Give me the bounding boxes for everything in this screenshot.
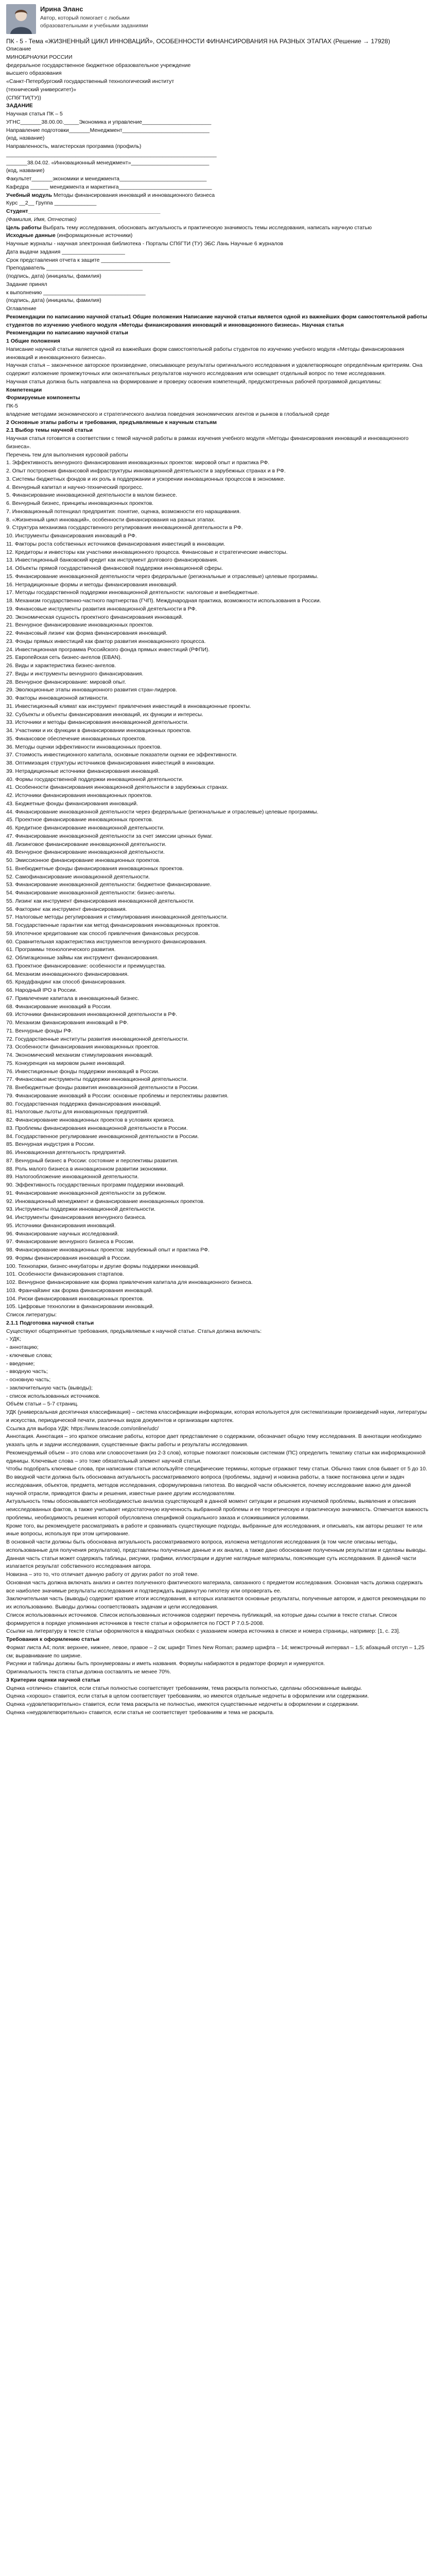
document-line: Список литературы:	[6, 1312, 57, 1318]
document-line: Компетенции	[6, 386, 42, 393]
document-line: 61. Программы технологического развития.	[6, 946, 116, 953]
document-line: 46. Кредитное финансирование инновационной деятельности.	[6, 825, 165, 832]
document-line: 100. Технопарки, бизнес-инкубаторы и другие формы поддержки инноваций.	[6, 1263, 200, 1269]
document-line: (код, название)	[6, 135, 45, 142]
document-line: Актуальность темы обосновывается необходимостью анализа существующей в данной момент ситуации и решения изучаемой проблемы, выявления и описания неисследованных фактов, а также учитывает недостаточную изученность выбранной проблемы и ее теоретическую и практическую значимость. Отмечается важность проблемы, необходимость решения которой обусловлена спецификой социального заказа и сложившимися условиями.	[6, 1498, 429, 1521]
document-line: «Санкт-Петербургский государственный технологический институт	[6, 78, 175, 85]
document-line: Факультет_______экономики и менеджмента_____________________________	[6, 176, 207, 182]
document-line: Научные журналы - научная электронная библиотека - Порталы СПбГТИ (ТУ) ЭБС Лань Научные 6 журналов	[6, 241, 284, 247]
document-line: 10. Инструменты финансирования инноваций в РФ.	[6, 533, 137, 539]
document-line: - вводную часть;	[6, 1368, 48, 1375]
document-line: (СПбГТИ(ТУ))	[6, 94, 41, 101]
document-body	[6, 45, 430, 1717]
document-line: _______38.04.02. «Инновационный менеджмент»__________________________	[6, 159, 210, 166]
document-line: 84. Государственное регулирование инновационной деятельности в России.	[6, 1133, 199, 1140]
document-line: 25. Европейская сеть бизнес-ангелов (EBAN).	[6, 654, 122, 661]
document-line: Оценка «хорошо» ставится, если статья в целом соответствует требованиям, но имеются отдельные недочеты в оформлении или содержании.	[6, 1693, 369, 1700]
document-line: 2. Опыт построения финансовой инфраструктуры инновационной деятельности в зарубежных странах и в РФ.	[6, 468, 286, 474]
author-name[interactable]: Ирина Эланс	[40, 5, 83, 13]
document-line: 42. Источники финансирования инновационных проектов.	[6, 792, 152, 799]
document-line: 12. Кредиторы и инвесторы как участники инновационного процесса. Финансовые и стратегические инвесторы.	[6, 549, 288, 555]
document-line: 27. Виды и инструменты венчурного финансирования.	[6, 670, 144, 677]
document-line: Ссылки на литературу в тексте статьи оформляются в квадратных скобках с указанием номера источника в списке и номера страницы, например: [1, с. 23].	[6, 1628, 400, 1635]
document-line: Цель работы Выбрать тему исследования, обосновать актуальность и практическую значимость темы исследования, написать научную статью	[6, 224, 372, 231]
document-line: 30. Факторы инновационной активности.	[6, 695, 109, 702]
document-line: 37. Стоимость инвестиционного капитала, основные показатели оценки ее эффективности.	[6, 752, 238, 758]
document-line: 39. Нетрадиционные источники финансирования инноваций.	[6, 768, 160, 774]
document-line: Научная статья ПК – 5	[6, 111, 63, 117]
document-line: - аннотацию;	[6, 1344, 39, 1351]
document-line: 90. Эффективность государственных программ поддержки инноваций.	[6, 1182, 185, 1189]
document-line: 101. Особенности финансирования стартапов.	[6, 1271, 124, 1278]
document-line: УДК (универсальная десятичная классификация) – система классификации информации, которая используется для систематизации произведений науки, литературы и искусства, периодической печати, различных видов документов и организации картотек.	[6, 1409, 427, 1423]
document-line: 79. Финансирование инноваций в России: основные проблемы и перспективы развития.	[6, 1092, 229, 1099]
document-line: 52. Самофинансирование инновационной деятельности.	[6, 873, 150, 880]
document-line: 26. Виды и характеристика бизнес-ангелов.	[6, 663, 116, 669]
document-line: 80. Государственная поддержка финансирования инноваций.	[6, 1100, 162, 1107]
document-line: Оценка «отлично» ставится, если статья полностью соответствует требованиям, тема раскрыта полностью, сделаны обоснованные выводы.	[6, 1685, 362, 1691]
document-line: 23. Фонды прямых инвестиций как фактор развития инновационного процесса.	[6, 638, 206, 645]
document-line: ПК-5	[6, 403, 18, 410]
document-line: 49. Венчурное финансирование инновационной деятельности.	[6, 849, 165, 856]
document-line: Во вводной части должна быть обоснована актуальность рассматриваемого вопроса (проблемы, задачи) и новизна работы, а также постановка цели и задач исследования, объектов, предмета, методов исследования, сформулирована гипотеза. Во вводной части объясняется, почему исследование важно для данной научной отрасли, приводятся факты и решения, известные ранее другим исследователям.	[6, 1474, 411, 1497]
document-line: Исходные данные (информационные источники)	[6, 232, 133, 239]
document-line: 97. Финансирование венчурного бизнеса в России.	[6, 1239, 135, 1245]
document-line: Ссылка для выбора УДК: https://www.teacode.com/online/udc/	[6, 1425, 159, 1432]
document-line: Преподаватель ________________________________	[6, 265, 143, 272]
document-line: МИНОБРНАУКИ РОССИИ	[6, 54, 73, 60]
document-line: - ключевые слова;	[6, 1352, 53, 1359]
document-line: Научная статья – законченное авторское произведение, описывающее результаты оригинального исследования и удовлетворяющее определённым критериям. Она содержит изложение промежуточных или окончательных результатов научного исследования или освещает отдельный вопрос по теме исследования.	[6, 362, 423, 377]
document-line: Аннотация. Аннотация – это краткое описание работы, которое дает представление о содержании, обозначает общую тему исследования. В аннотации необходимо указать цель и задачи исследования, существенные факты работы и результаты исследования.	[6, 1433, 422, 1448]
document-line: ______________________________________________________________________	[6, 151, 217, 158]
document-line: Направление подготовки_______Менеджмент_____________________________	[6, 127, 210, 133]
document-line: 102. Венчурное финансирование как форма привлечения капитала для инновационного бизнеса.	[6, 1279, 253, 1286]
document-line: 6. Венчурный бизнес, принципы инновационных проектов.	[6, 500, 154, 507]
document-line: Задание принял	[6, 281, 47, 287]
document-line: 7. Инновационный потенциал предприятия: понятие, оценка, возможности его наращивания.	[6, 508, 241, 515]
document-line: 2.1.1 Подготовка научной статьи	[6, 1319, 94, 1326]
document-line: Оригинальность текста статьи должна составлять не менее 70%.	[6, 1669, 171, 1675]
document-line: 3 Критерии оценки научной статьи	[6, 1676, 100, 1683]
document-line: 73. Особенности финансирования инновационных проектов.	[6, 1044, 160, 1050]
document-line: 65. Краудфандинг как способ финансирования.	[6, 979, 126, 986]
document-line: 18. Механизм государственно-частного партнерства (ГЧП). Международная практика, возможности использования в России.	[6, 598, 321, 604]
document-line: 15. Финансирование инновационной деятельности через федеральные (региональные и отраслевые) целевые программы.	[6, 573, 319, 580]
document-line: - УДК;	[6, 1336, 21, 1343]
document-line: Основная часть должна включать анализ и синтез полученного фактического материала, связанного с предметом исследования. Основная часть должна содержать все наиболее значимые результаты исследования и подтверждать выдвинутую гипотезу или опровергать ее.	[6, 1579, 423, 1594]
document-line: 13. Инвестиционный банковский кредит как инструмент долгового финансирования.	[6, 557, 218, 564]
document-line: В основной части должны быть обоснована актуальность рассматриваемого вопроса, изложена методология исследования (в том числе описаны методы, использованные для получения результатов), представлены полученные данные и их анализ, а также дано обоснование полученным результатам и сделаны выводы.	[6, 1539, 427, 1553]
document-line: 103. Франчайзинг как форма финансирования инноваций.	[6, 1287, 153, 1294]
document-line: Направленность, магистерская программа (профиль)	[6, 143, 142, 150]
document-line: Научная статья должна быть направлена на формирование и проверку освоения компетенций, предусмотренных рабочей программой дисциплины:	[6, 378, 382, 385]
document-line: 1. Эффективность венчурного финансирования инновационных проектов: мировой опыт и практика РФ.	[6, 460, 270, 466]
document-line: 47. Финансирование инновационной деятельности за счет эмиссии ценных бумаг.	[6, 833, 213, 839]
document-line: ЗАДАНИЕ	[6, 103, 33, 109]
document-line: Оценка «удовлетворительно» ставится, если тема раскрыта не полностью, имеются существенные недочеты в оформлении и содержании.	[6, 1701, 359, 1708]
document-line: 59. Ипотечное кредитование как способ привлечения финансовых ресурсов.	[6, 930, 200, 937]
document-line: 95. Источники финансирования инноваций.	[6, 1222, 116, 1229]
document-line: 94. Инструменты финансирования венчурного бизнеса.	[6, 1214, 147, 1221]
document-line: (технический университет)»	[6, 86, 77, 93]
document-line: 28. Венчурное финансирование: мировой опыт.	[6, 679, 126, 685]
author-description: Автор, который помогает с любыми образовательными и учебными заданиями	[40, 14, 148, 29]
document-line: 51. Внебюджетные фонды финансирования инновационных проектов.	[6, 865, 184, 872]
document-line: (Фамилия, Имя, Отчество)	[6, 216, 77, 223]
document-line: 22. Финансовый лизинг как форма финансирования инноваций.	[6, 630, 168, 637]
document-line: 29. Эволюционные этапы инновационного развития стран-лидеров.	[6, 687, 177, 693]
document-line: 32. Субъекты и объекты финансирования инноваций, их функции и интересы.	[6, 711, 203, 718]
document-line: Чтобы подобрать ключевые слова, при написании статьи используйте специфические термины, которые отражают тему статьи. Обычно таких слов бывает от 5 до 10.	[6, 1466, 427, 1472]
document-line: 69. Источники финансирования инновационной деятельности в РФ.	[6, 1011, 178, 1018]
document-line: 45. Проектное финансирование инновационных проектов.	[6, 817, 153, 823]
document-line: 99. Формы финансирования инноваций в России.	[6, 1255, 131, 1261]
document-line: 93. Инструменты поддержки инновационной деятельности.	[6, 1206, 155, 1213]
document-line: 105. Цифровые технологии в финансировании инноваций.	[6, 1303, 154, 1310]
document-line: 66. Народный IPO в России.	[6, 987, 77, 994]
document-line: 75. Конкуренция на мировом рынке инноваций.	[6, 1060, 126, 1066]
document-line: 82. Финансирование инновационных проектов в условиях кризиса.	[6, 1117, 175, 1124]
document-line: Научная статья готовится в соответствии с темой научной работы в рамках изучения учебного модуля «Методы финансирования инноваций и инновационного бизнеса».	[6, 435, 409, 450]
author-info	[40, 4, 169, 30]
document-line: 50. Эмиссионное финансирование инновационных проектов.	[6, 857, 161, 864]
document-line: - введение;	[6, 1360, 35, 1367]
document-line: Формируемые компоненты	[6, 395, 80, 401]
document-line: Рисунки и таблицы должны быть пронумерованы и иметь названия. Формулы набираются в редакторе формул и нумеруются.	[6, 1660, 325, 1667]
document-line: Список использованных источников. Список использованных источников содержит перечень публикаций, на которые даны ссылки в тексте статьи. Список формируется в порядке упоминания источников в тексте статьи и оформляется по ГОСТ Р 7.0.5-2008.	[6, 1612, 397, 1626]
document-line: (подпись, дата) (инициалы, фамилия)	[6, 297, 101, 304]
document-line: Объём статьи – 5-7 страниц.	[6, 1401, 79, 1408]
document-line: Оглавление	[6, 306, 37, 312]
document-line: 35. Финансовое обеспечение инновационных проектов.	[6, 735, 147, 742]
document-line: Данная часть статьи может содержать таблицы, рисунки, графики, иллюстрации и другие наглядные материалы, поясняющие суть исследования. В данной части излагается результат собственного исследования автора.	[6, 1555, 416, 1570]
document-line: 98. Финансирование инновационных проектов: зарубежный опыт и практика РФ.	[6, 1247, 210, 1253]
document-line: 19. Финансовые инструменты развития инновационной деятельности в РФ.	[6, 605, 197, 612]
document-line: 57. Налоговые методы регулирования и стимулирования инновационной деятельности.	[6, 914, 228, 921]
document-line: 34. Участники и их функции в финансировании инновационных проектов.	[6, 727, 191, 734]
document-line: 88. Роль малого бизнеса в инновационном развитии экономики.	[6, 1165, 168, 1172]
document-line: Кафедра ______ менеджмента и маркетинга_______________________________	[6, 183, 212, 190]
document-line: 41. Особенности финансирования инновационной деятельности в зарубежных странах.	[6, 784, 229, 791]
document-line: 17. Методы государственной поддержки инновационной деятельности: налоговые и внебюджетные.	[6, 589, 259, 596]
user-photo-icon	[6, 4, 36, 34]
document-line: 20. Экономическая сущность проектного финансирования инноваций.	[6, 614, 183, 620]
document-line: Учебный модуль Методы финансирования инноваций и инновационного бизнеса	[6, 192, 215, 198]
document-line: УГНС_______38.00.00._____Экономика и управление_______________________	[6, 118, 212, 125]
document-line: владение методами экономического и стратегического анализа поведения экономических агентов и рынков в глобальной среде	[6, 411, 330, 417]
document-line: 3. Системы бюджетных фондов и их роль в поддержании и ускорении инновационных процессов в экономике.	[6, 476, 285, 482]
document-line: 2 Основные этапы работы и требования, предъявляемые к научным статьям	[6, 419, 217, 426]
document-line: 16. Нетрадиционные формы и методы финансирования инноваций.	[6, 581, 178, 588]
document-line: 48. Лизинговое финансирование инновационной деятельности.	[6, 841, 167, 848]
document-line: Дата выдачи задания _____________________	[6, 248, 125, 255]
avatar[interactable]	[6, 4, 36, 34]
document-line: - список использованных источников.	[6, 1393, 100, 1399]
document-line: Перечень тем для выполнения курсовой работы	[6, 451, 128, 458]
document-line: 4. Венчурный капитал и научно-технический прогресс.	[6, 484, 144, 490]
document-line: 5. Финансирование инновационной деятельности в малом бизнесе.	[6, 492, 178, 499]
document-line: 74. Экономический механизм стимулирования инноваций.	[6, 1052, 153, 1059]
document-line: 1 Общие положения	[6, 338, 60, 345]
document-line: к выполнению __________________________________	[6, 289, 146, 296]
document-line: 31. Инвестиционный климат как инструмент привлечения инвестиций в инновационные проекты.	[6, 703, 251, 709]
author-block	[6, 4, 430, 34]
document-line: 72. Государственные институты развития инновационной деятельности.	[6, 1036, 189, 1042]
document-line: Существуют общепринятые требования, предъявляемые к научной статье. Статья должна включать:	[6, 1328, 262, 1334]
document-line: 43. Бюджетные фонды финансирования инноваций.	[6, 800, 138, 807]
document-line: Заключительная часть (выводы) содержит краткие итоги исследования, в которых излагаются основные результаты, полученные автором, и даются рекомендации по их использованию. Выводы должны соответствовать задачам и цели исследования.	[6, 1596, 426, 1611]
document-line: Оценка «неудовлетворительно» ставится, если статья не соответствует требованиям и тема не раскрыта.	[6, 1709, 274, 1716]
document-line: 81. Налоговые льготы для инновационных предприятий.	[6, 1109, 149, 1115]
document-line: Описание	[6, 46, 31, 53]
document-line: - основную часть;	[6, 1377, 51, 1383]
document-line: 68. Финансирование инноваций в России.	[6, 1003, 112, 1010]
document-line: 85. Венчурная индустрия в России.	[6, 1141, 95, 1148]
document-line: Рекомендации по написанию научной статьи1 Общие положения Написание научной статьи является одной из важнейших форм самостоятельной работы студентов по изучению учебного модуля «Методы финансирования инноваций и инновационного бизнеса». Научная статья	[6, 313, 427, 328]
document-line: 54. Финансирование инновационной деятельности: бизнес-ангелы.	[6, 890, 176, 896]
document-line: 96. Финансирование научных исследований.	[6, 1230, 119, 1237]
document-line: Требования к оформлению статьи	[6, 1636, 100, 1643]
document-line: 58. Государственные гарантии как метод финансирования инновационных проектов.	[6, 922, 220, 929]
document-line: 77. Финансовые инструменты поддержки инновационной деятельности.	[6, 1076, 188, 1083]
document-line: 8. «Жизненный цикл инноваций», особенности финансирования на разных этапах.	[6, 516, 216, 523]
document-line: 9. Структура механизма государственного регулирования инновационной деятельности в РФ.	[6, 524, 243, 531]
document-line: 14. Объекты прямой государственной финансовой поддержки инновационной сферы.	[6, 565, 223, 572]
document-line: 62. Облигационные займы как инструмент финансирования.	[6, 955, 159, 961]
document-line: 87. Венчурный бизнес в России: состояние и перспективы развития.	[6, 1157, 179, 1164]
document-line: высшего образования	[6, 70, 62, 77]
document-line: 33. Источники и методы финансирования инновационной деятельности.	[6, 719, 189, 726]
document-line: 2.1 Выбор темы научной статьи	[6, 427, 93, 434]
document-title: ПК - 5 - Тема «ЖИЗНЕННЫЙ ЦИКЛ ИННОВАЦИЙ», ОСОБЕННОСТИ ФИНАНСИРОВАНИЯ НА РАЗНЫХ ЭТАПАХ (Решение → 17928)	[6, 38, 390, 45]
document-line: 64. Механизм инновационного финансирования.	[6, 971, 129, 977]
document-line: 53. Финансирование инновационной деятельности: бюджетное финансирование.	[6, 882, 212, 888]
document-line: (подпись, дата) (инициалы, фамилия)	[6, 273, 101, 280]
document-line: 36. Методы оценки эффективности инновационных проектов.	[6, 743, 162, 750]
document-line: 24. Инвестиционная программа Российского фонда прямых инвестиций (РФПИ).	[6, 646, 210, 653]
document-line: Написание научной статьи является одной из важнейших форм самостоятельной работы студентов по изучению учебного модуля «Методы финансирования инноваций и инновационного бизнеса».	[6, 346, 405, 361]
document-line: Рекомендуемый объем – это слова или словосочетания (из 2-3 слов), которые помогают поисковым системам (ПС) определить тематику статьи как информационной единицы. Ключевые слова – это тоже обязательный элемент научной статьи.	[6, 1449, 426, 1464]
document-line: 40. Формы государственной поддержки инновационной деятельности.	[6, 776, 183, 783]
document-line: 38. Оптимизация структуры источников финансирования инвестиций в инновации.	[6, 760, 215, 767]
document-line: 44. Финансирование инновационной деятельности через федеральные (региональные и отраслевые) целевые программы.	[6, 808, 319, 815]
document-line: 55. Лизинг как инструмент финансирования инновационной деятельности.	[6, 897, 195, 904]
document-line: 104. Риски финансирования инновационных проектов.	[6, 1295, 144, 1302]
document-line: - заключительную часть (выводы);	[6, 1384, 93, 1391]
document-line: Курс __2__ Группа ______________	[6, 200, 97, 207]
document-line: Рекомендации по написанию научной статьи	[6, 330, 128, 336]
document-line: 21. Венчурное финансирование инновационных проектов.	[6, 622, 154, 629]
document-line: 56. Факторинг как инструмент финансирования.	[6, 906, 127, 912]
document-line: 83. Проблемы финансирования инновационной деятельности в России.	[6, 1125, 188, 1131]
document-line: 60. Сравнительная характеристика инструментов венчурного финансирования.	[6, 938, 207, 945]
document-line: 67. Привлечение капитала в инновационный бизнес.	[6, 995, 139, 1002]
document-line: 86. Инновационная деятельность предприятий.	[6, 1149, 126, 1156]
document-line: Новизна – это то, что отличает данную работу от других работ по этой теме.	[6, 1571, 199, 1578]
document-line: федеральное государственное бюджетное образовательное учреждение	[6, 62, 191, 69]
document-line: Кроме того, вы рекомендуете рассматривать в работе и сравнивать существующие подходы, выбранные для исследования, и описывать, как авторы решают те или иные вопросы, используя при этом цитирование.	[6, 1522, 423, 1537]
document-line: Студент____________________________________________	[6, 208, 161, 215]
document-line: 71. Венчурные фонды РФ.	[6, 1027, 73, 1034]
document-line: (код, название)	[6, 167, 45, 174]
document-line: 78. Внебюджетные фонды развития инновационной деятельности в России.	[6, 1084, 199, 1091]
document-line: 92. Инновационный менеджмент и финансирование инновационных проектов.	[6, 1198, 205, 1205]
document-line: 70. Механизм финансирования инноваций в РФ.	[6, 1020, 129, 1026]
document-line: Срок представления отчета к защите _______________________	[6, 257, 170, 263]
document-line: 91. Финансирование инновационной деятельности за рубежом.	[6, 1190, 167, 1196]
document-line: 76. Инвестиционные фонды поддержки инноваций в России.	[6, 1068, 160, 1075]
document-line: 63. Проектное финансирование: особенности и преимущества.	[6, 962, 166, 969]
document-line: 11. Факторы роста собственных источников финансирования инвестиций в инновации.	[6, 540, 225, 547]
document-line: 89. Налогообложение инновационной деятельности.	[6, 1174, 139, 1180]
document-line: Формат листа А4; поля: верхнее, нижнее, левое, правое – 2 см; шрифт Times New Roman; размер шрифта – 14; межстрочный интервал – 1,5; абзацный отступ – 1,25 см; выравнивание по ширине.	[6, 1644, 425, 1659]
